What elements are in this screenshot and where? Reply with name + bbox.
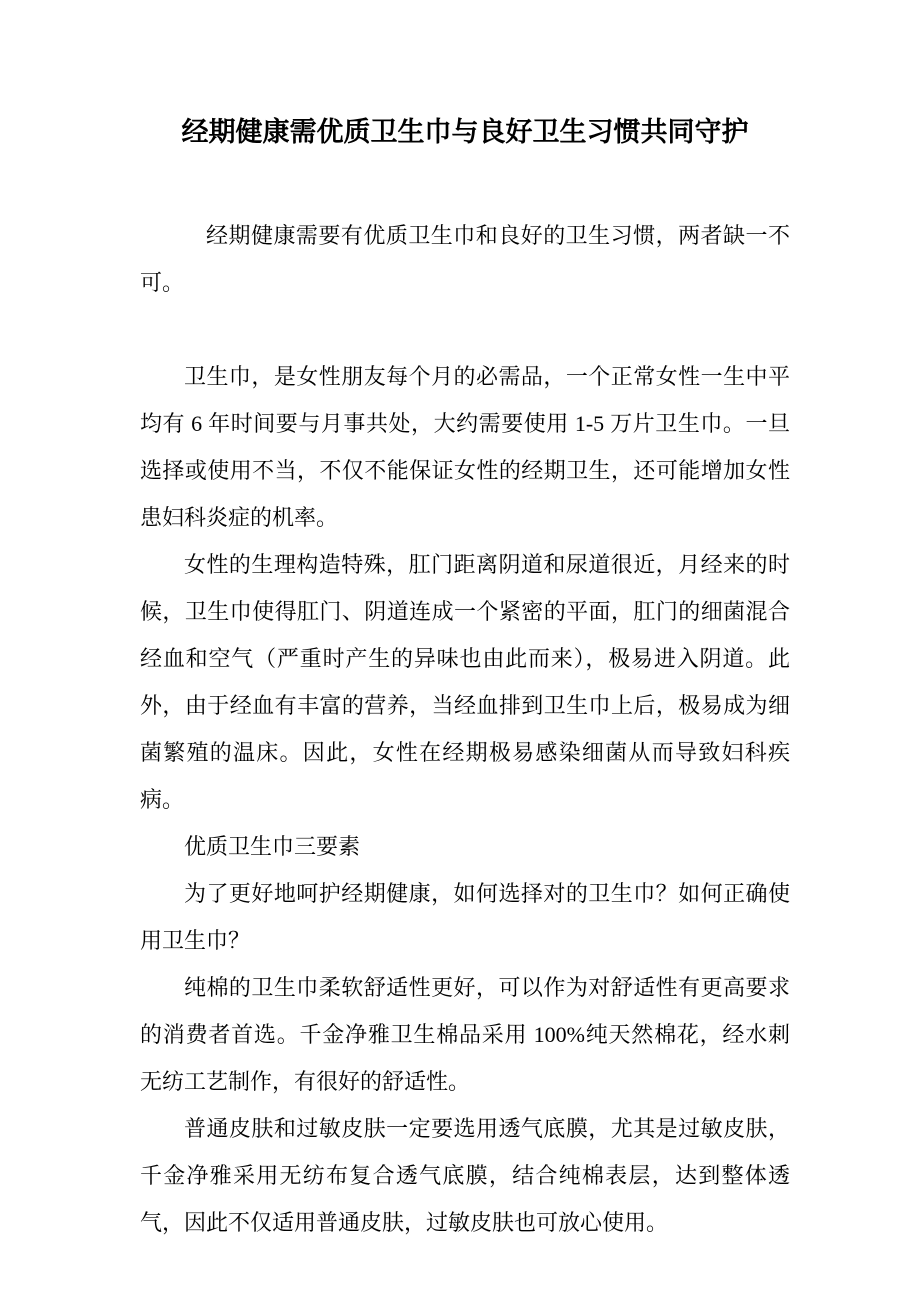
document-title: 经期健康需优质卫生巾与良好卫生习惯共同守护	[181, 117, 749, 147]
paragraph-pure-cotton-comfort: 纯棉的卫生巾柔软舒适性更好，可以作为对舒适性有更高要求的消费者首选。千金净雅卫生棉品采用 100%纯天然棉花，经水刺无纺工艺制作，有很好的舒适性。	[140, 975, 791, 1094]
paragraph-physiology-infection-risk: 女性的生理构造特殊，肛门距离阴道和尿道很近，月经来的时候，卫生巾使得肛门、阴道连成一个紧密的平面，肛门的细菌混合经血和空气（严重时产生的异味也由此而来），极易进入阴道。此外，由于经血有丰富的营养，当经血排到卫生巾上后，极易成为细菌繁殖的温床。因此，女性在经期极易感染细菌从而导致妇科疾病。	[140, 552, 790, 812]
intro-paragraph: 经期健康需要有优质卫生巾和良好的卫生习惯，两者缺一不可。	[140, 223, 790, 295]
paragraph-pad-usage-stats: 卫生巾，是女性朋友每个月的必需品，一个正常女性一生中平均有 6 年时间要与月事共处，大约需要使用 1-5 万片卫生巾。一旦选择或使用不当，不仅不能保证女性的经期卫生，还可能增加女性患妇科炎症的机率。	[140, 364, 790, 530]
subheading-three-elements: 优质卫生巾三要素	[184, 834, 361, 859]
paragraph-breathable-backsheet: 普通皮肤和过敏皮肤一定要选用透气底膜，尤其是过敏皮肤，千金净雅采用无纺布复合透气底膜，结合纯棉表层，达到整体透气，因此不仅适用普通皮肤，过敏皮肤也可放心使用。	[140, 1116, 790, 1235]
paragraph-how-to-choose: 为了更好地呵护经期健康，如何选择对的卫生巾？如何正确使用卫生巾？	[140, 881, 790, 953]
